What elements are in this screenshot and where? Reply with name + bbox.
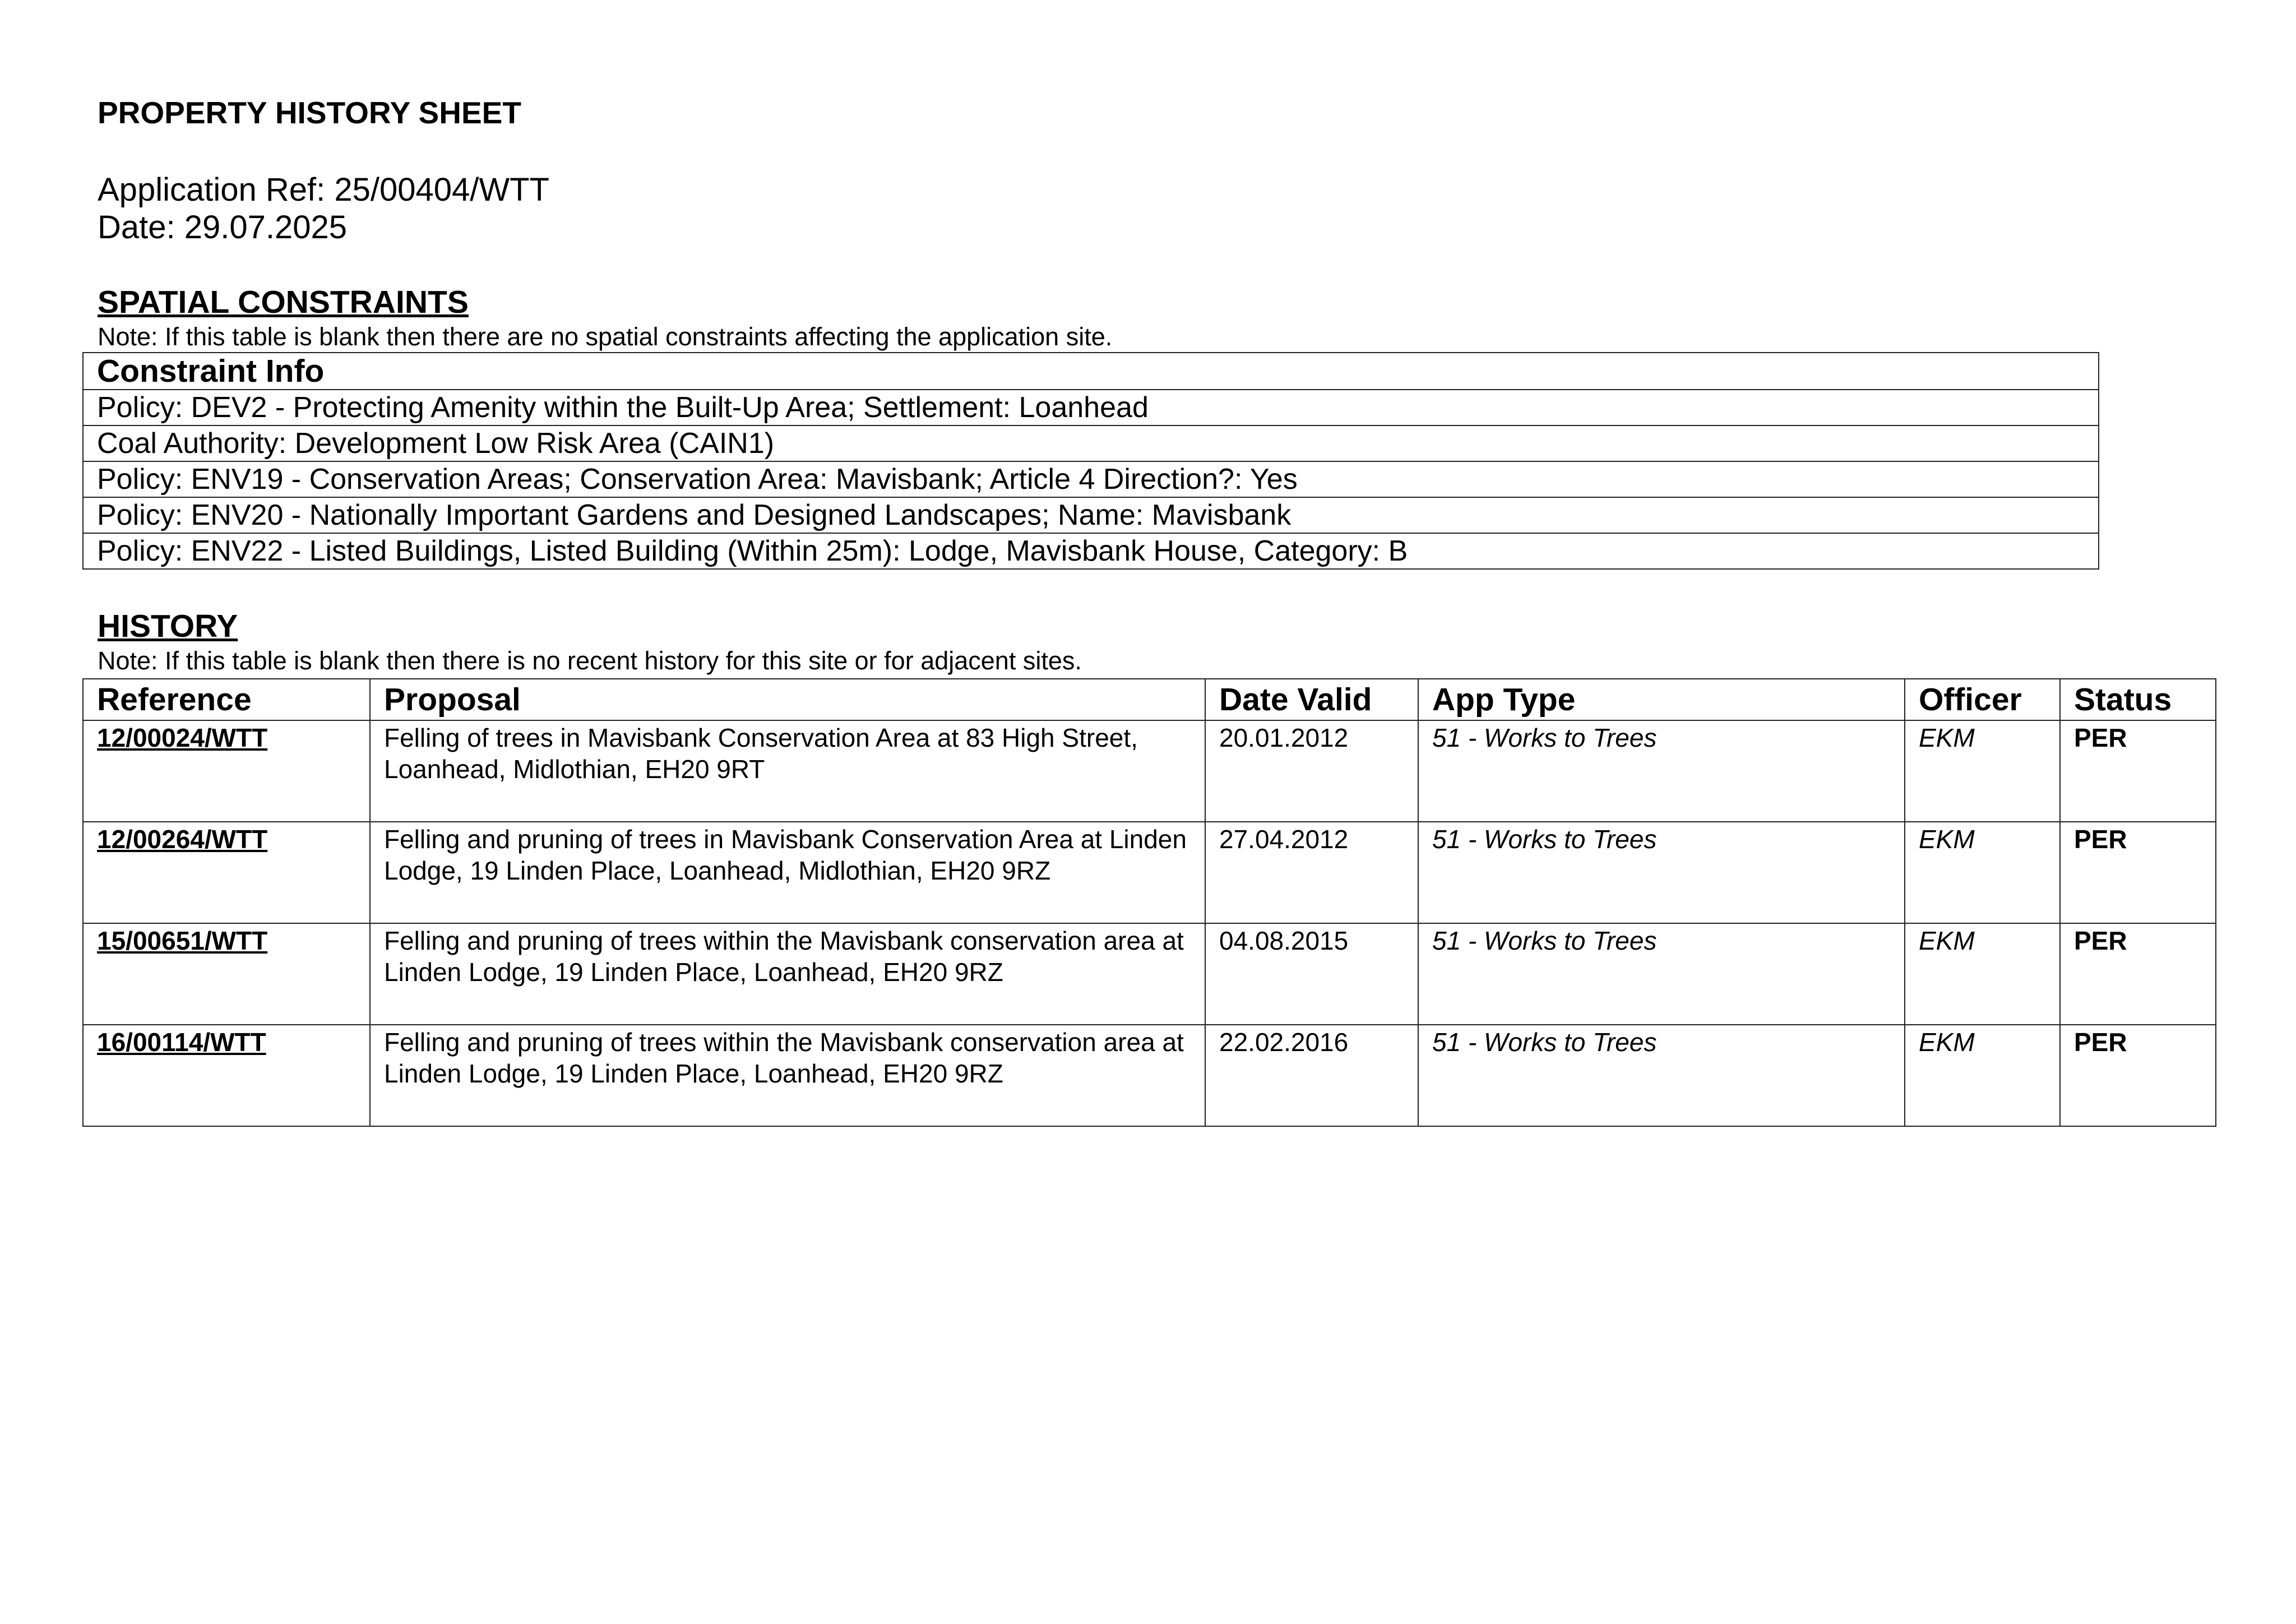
app-type-cell: 51 - Works to Trees [1418,923,1905,1025]
history-header-row [83,679,2216,720]
date-valid-cell: 22.02.2016 [1205,1025,1418,1126]
spatial-constraints-heading: SPATIAL CONSTRAINTS [98,284,469,320]
document-title: PROPERTY HISTORY SHEET [98,95,521,130]
history-table [82,678,2216,1127]
history-row [83,720,2216,822]
date-valid-cell: 04.08.2015 [1205,923,1418,1025]
app-type-cell: 51 - Works to Trees [1418,822,1905,923]
reference-link[interactable]: 12/00264/WTT [97,825,268,854]
constraint-cell: Policy: ENV20 - Nationally Important Gardens and Designed Landscapes; Name: Mavisbank [83,497,2099,533]
reference-link[interactable]: 16/00114/WTT [97,1028,266,1057]
status-cell: PER [2060,822,2216,923]
reference-cell [83,1025,370,1126]
history-row [83,822,2216,923]
proposal-cell: Felling and pruning of trees within the Mavisbank conservation area at Linden Lodge, 19 Linden Place, Loanhead, EH20 9RZ [370,1025,1205,1126]
history-note: Note: If this table is blank then there is no recent history for this site or for adjacent sites. [98,646,1082,675]
proposal-cell: Felling and pruning of trees in Mavisbank Conservation Area at Linden Lodge, 19 Linden Place, Loanhead, Midlothian, EH20 9RZ [370,822,1205,923]
constraint-row [83,497,2099,533]
reference-header: Reference [83,679,370,720]
officer-header: Officer [1905,679,2060,720]
app-type-cell: 51 - Works to Trees [1418,1025,1905,1126]
officer-cell: EKM [1905,923,2060,1025]
status-cell: PER [2060,720,2216,822]
constraint-info-header: Constraint Info [83,353,2099,390]
proposal-cell: Felling of trees in Mavisbank Conservation Area at 83 High Street, Loanhead, Midlothian, EH20 9RT [370,720,1205,822]
constraint-row [83,425,2099,461]
officer-cell: EKM [1905,720,2060,822]
spatial-constraints-note: Note: If this table is blank then there are no spatial constraints affecting the application site. [98,322,1113,351]
history-heading: HISTORY [98,608,238,644]
app-type-cell: 51 - Works to Trees [1418,720,1905,822]
constraint-row [83,461,2099,497]
history-row [83,923,2216,1025]
proposal-cell: Felling and pruning of trees within the Mavisbank conservation area at Linden Lodge, 19 Linden Place, Loanhead, EH20 9RZ [370,923,1205,1025]
constraint-cell: Coal Authority: Development Low Risk Area (CAIN1) [83,425,2099,461]
constraint-cell: Policy: ENV22 - Listed Buildings, Listed Building (Within 25m): Lodge, Mavisbank House, Category: B [83,533,2099,569]
date-valid-header: Date Valid [1205,679,1418,720]
reference-cell [83,923,370,1025]
status-cell: PER [2060,923,2216,1025]
reference-cell [83,822,370,923]
constraint-row [83,533,2099,569]
history-row [83,1025,2216,1126]
date-valid-cell: 27.04.2012 [1205,822,1418,923]
application-date: Date: 29.07.2025 [98,209,348,246]
constraints-header-row [83,353,2099,390]
date-valid-cell: 20.01.2012 [1205,720,1418,822]
officer-cell: EKM [1905,1025,2060,1126]
constraint-cell: Policy: DEV2 - Protecting Amenity within the Built-Up Area; Settlement: Loanhead [83,390,2099,425]
constraint-cell: Policy: ENV19 - Conservation Areas; Conservation Area: Mavisbank; Article 4 Direction?: Yes [83,461,2099,497]
constraints-table [82,352,2099,570]
application-reference: Application Ref: 25/00404/WTT [98,172,549,208]
constraint-row [83,390,2099,425]
app-type-header: App Type [1418,679,1905,720]
reference-link[interactable]: 12/00024/WTT [97,723,268,752]
status-header: Status [2060,679,2216,720]
status-cell: PER [2060,1025,2216,1126]
officer-cell: EKM [1905,822,2060,923]
proposal-header: Proposal [370,679,1205,720]
reference-link[interactable]: 15/00651/WTT [97,926,268,955]
reference-cell [83,720,370,822]
